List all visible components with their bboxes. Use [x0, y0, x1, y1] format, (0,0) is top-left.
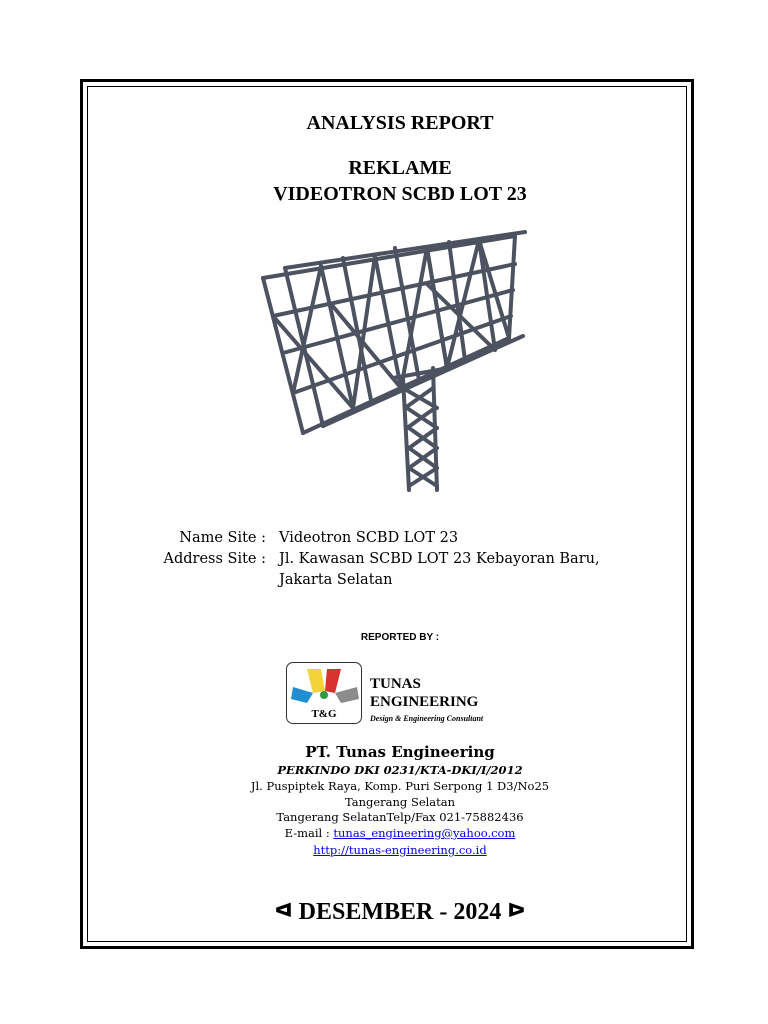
report-date	[88, 898, 712, 926]
email-label: E-mail :	[284, 826, 330, 840]
name-site-label-wrap	[0, 530, 266, 550]
email-link[interactable]: tunas_engineering@yahoo.com	[333, 826, 516, 840]
report-date-text: DESEMBER - 2024	[298, 899, 502, 925]
address-site-line1: Jl. Kawasan SCBD LOT 23 Kebayoran Baru,	[279, 551, 600, 567]
company-logo	[286, 662, 486, 724]
company-website-row	[88, 843, 712, 857]
report-subtitle: REKLAME	[348, 157, 452, 179]
name-site-value: Videotron SCBD LOT 23	[279, 530, 459, 546]
address-site-line2: Jakarta Selatan	[279, 572, 393, 588]
company-email-row	[88, 826, 712, 840]
logo-name-line1: TUNAS	[370, 676, 421, 692]
right-arrow-icon: ᐅ	[507, 898, 526, 922]
company-registration: PERKINDO DKI 0231/KTA-DKI/I/2012	[277, 763, 523, 777]
project-title: VIDEOTRON SCBD LOT 23	[273, 183, 527, 205]
company-address-line1: Jl. Puspiptek Raya, Komp. Puri Serpong 1 D3/No25	[250, 779, 550, 793]
logo-initials: T&G	[311, 708, 337, 720]
address-site-label-wrap	[0, 551, 266, 571]
left-arrow-icon: ᐊ	[274, 898, 293, 922]
website-link[interactable]: http://tunas-engineering.co.id	[313, 843, 487, 857]
report-title: ANALYSIS REPORT	[306, 112, 494, 134]
logo-emblem-icon	[287, 663, 363, 713]
billboard-structure-image	[243, 228, 543, 500]
company-address-line2: Tangerang Selatan	[344, 795, 456, 809]
company-address-line3: Tangerang SelatanTelp/Fax 021-75882436	[276, 810, 524, 824]
name-site-label: Name Site :	[179, 530, 266, 546]
address-site-label: Address Site :	[163, 551, 266, 567]
logo-name-line2: ENGINEERING	[370, 694, 479, 710]
company-name: PT. Tunas Engineering	[305, 743, 495, 761]
logo-tagline: Design & Engineering Consultant	[370, 714, 484, 723]
reported-by-label: REPORTED BY :	[360, 632, 440, 643]
